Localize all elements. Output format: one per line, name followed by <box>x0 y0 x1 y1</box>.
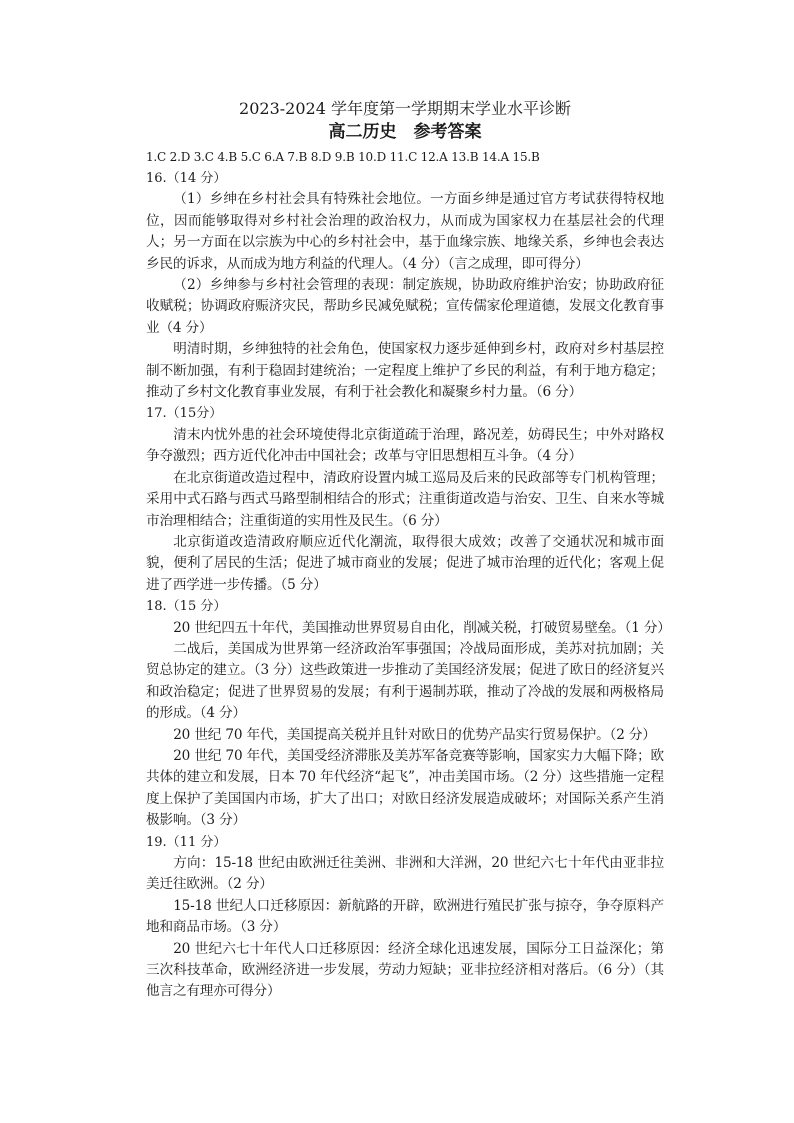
question-16 <box>146 168 664 403</box>
question-17 <box>146 403 664 596</box>
question-19-para3: 20 世纪六七十年代人口迁移原因：经济全球化迅速发展，国际分工日益深化；第三次科技革命，欧洲经济进一步发展，劳动力短缺；亚非拉经济相对落后。（6 分）（其他言之有理亦可得分） <box>146 940 664 1000</box>
question-16-part1: （1）乡绅在乡村社会具有特殊社会地位。一方面乡绅是通过官方考试获得特权地位，因而能够取得对乡村社会治理的政治权力，从而成为国家权力在基层社会的代理人；另一方面在以宗族为中心的乡村社会中，基于血缘宗族、地缘关系，乡绅也会表达乡民的诉求，从而成为地方利益的代理人。（4 分）（言之成理，即可得分） <box>146 191 664 272</box>
question-16-part3: 明清时期，乡绅独特的社会角色，使国家权力逐步延伸到乡村，政府对乡村基层控制不断加强，有利于稳固封建统治；一定程度上维护了乡民的利益，有利于地方稳定；推动了乡村文化教育事业发展，有利于社会教化和凝聚乡村力量。（6 分） <box>146 341 664 401</box>
question-17-para1: 清末内忧外患的社会环境使得北京街道疏于治理，路况差，妨碍民生；中外对路权争夺激烈；西方近代化冲击中国社会；改革与守旧思想相互斗争。（4 分） <box>146 426 664 465</box>
question-17-para2: 在北京街道改造过程中，清政府设置内城工巡局及后来的民政部等专门机构管理；采用中式石路与西式马路型制相结合的形式；注重街道改造与治安、卫生、自来水等城市治理相结合；注重街道的实用性及民生。（6 分） <box>146 469 664 529</box>
question-16-head: 16.（14 分） <box>146 171 227 186</box>
question-19-head: 19.（11 分） <box>146 834 227 850</box>
question-18-para1: 20 世纪四五十年代，美国推动世界贸易自由化，削减关税，打破贸易壁垒。（1 分） <box>173 619 671 636</box>
page-title: 2023-2024 学年度第一学期期末学业水平诊断 <box>239 99 571 118</box>
question-17-para3: 北京街道改造清政府顺应近代化潮流，取得很大成效；改善了交通状况和城市面貌，便利了居民的生活；促进了城市商业的发展；促进了城市治理的近代化；客观上促进了西学进一步传播。（5 分） <box>146 533 664 593</box>
question-19-para1: 方向：15-18 世纪由欧洲迁往美洲、非洲和大洋洲，20 世纪六七十年代由亚非拉美迁往欧洲。（2 分） <box>146 855 664 893</box>
question-16-part2: （2）乡绅参与乡村社会管理的表现：制定族规，协助政府维护治安；协助政府征收赋税；协调政府赈济灾民，帮助乡民减免赋税；宣传儒家伦理道德，发展文化教育事业（4 分） <box>146 277 664 336</box>
choice-answers: 1.C 2.D 3.C 4.B 5.C 6.A 7.B 8.D 9.B 10.D 11.C 12.A 13.B 14.A 15.B <box>146 150 540 164</box>
question-17-head: 17.（15分） <box>146 406 223 422</box>
question-18-para3: 20 世纪 70 年代，美国提高关税并且针对欧日的优势产品实行贸易保护。（2 分） <box>173 726 656 743</box>
question-19-para2: 15-18 世纪人口迁移原因：新航路的开辟，欧洲进行殖民扩张与掠夺，争夺原料产地和商品市场。（3 分） <box>146 897 664 936</box>
page-subtitle: 高二历史 参考答案 <box>328 122 482 142</box>
question-18 <box>146 596 671 831</box>
answer-sheet <box>146 98 671 1003</box>
question-18-para2: 二战后，美国成为世界第一经济政治军事强国；冷战局面形成，美苏对抗加剧；关贸总协定的建立。（3 分）这些政策进一步推动了美国经济发展；促进了欧日的经济复兴和政治稳定；促进了世界贸易的发展；有利于遏制苏联，推动了冷战的发展和两极格局的形成。（4 分） <box>146 640 664 722</box>
question-18-para4: 20 世纪 70 年代，美国受经济滞胀及美苏军备竞赛等影响，国家实力大幅下降；欧共体的建立和发展，日本 70 年代经济“起飞”，冲击美国市场。（2 分）这些措施一定程度上保护了美国国内市场，扩大了出口；对欧日经济发展造成破坏；对国际关系产生消极影响。（3 分） <box>146 747 664 829</box>
question-18-head: 18.（15 分） <box>146 599 227 615</box>
question-19 <box>146 832 664 1003</box>
